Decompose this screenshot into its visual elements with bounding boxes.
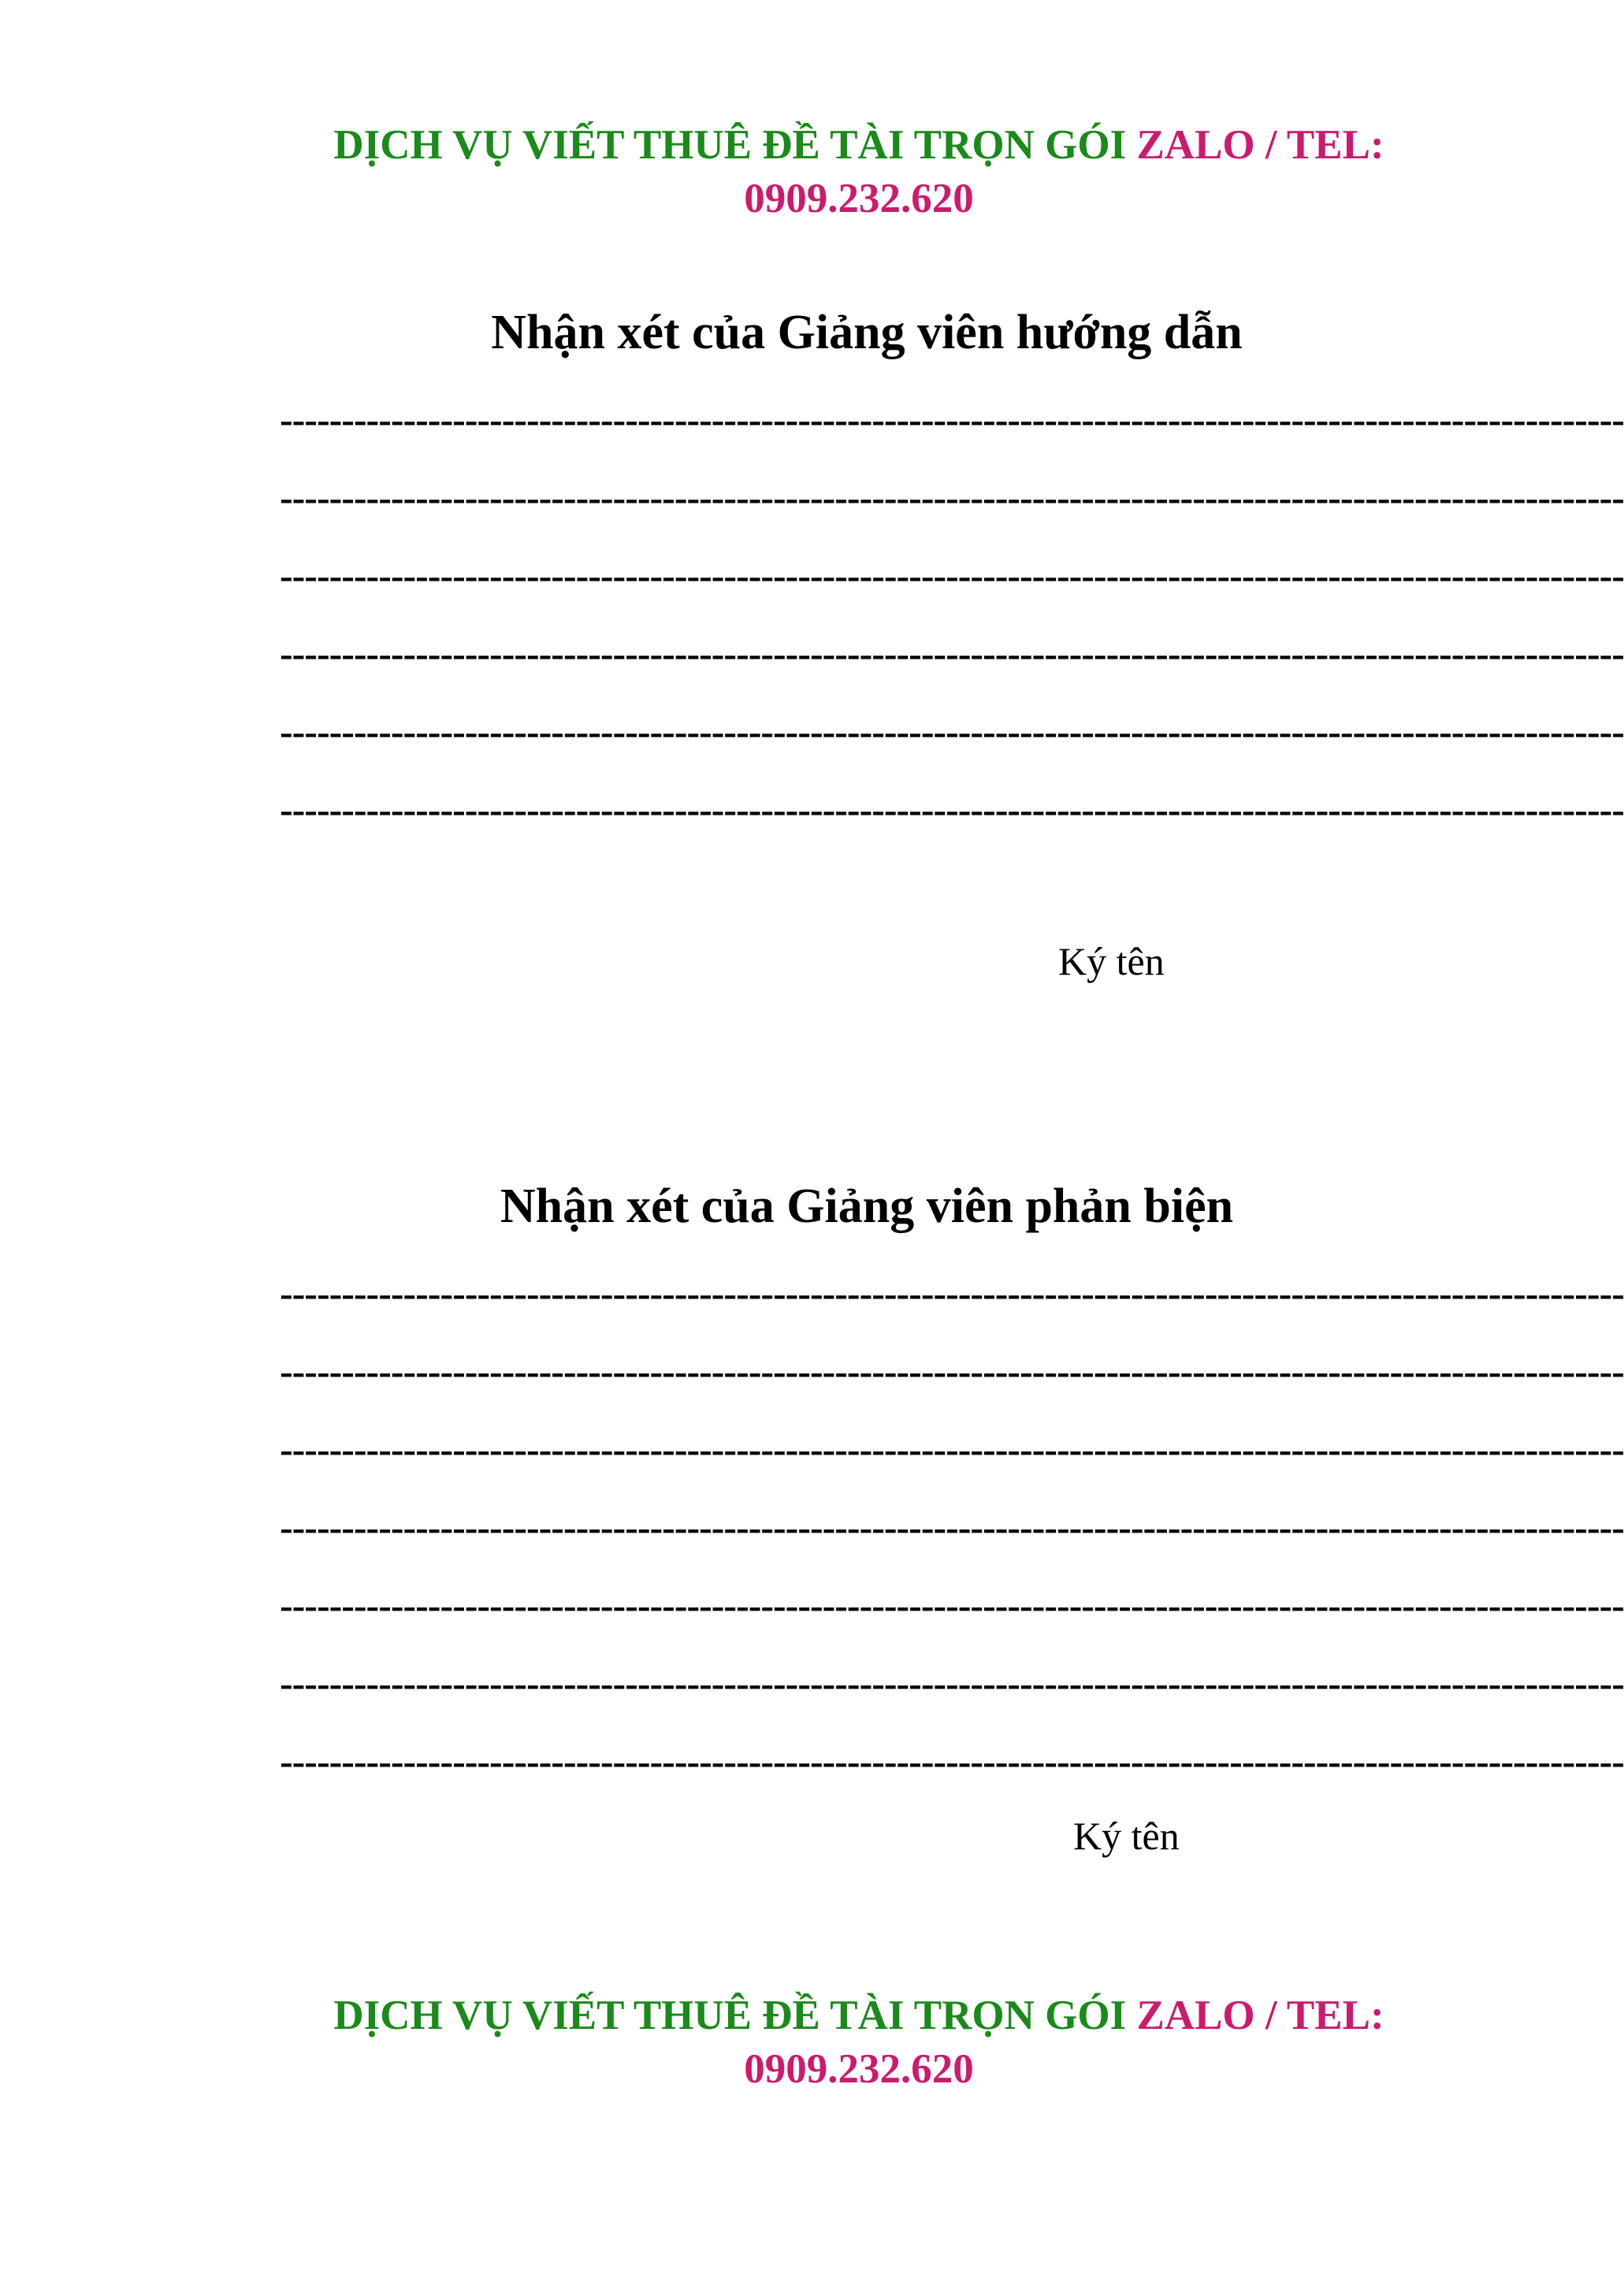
reviewer-comment-line: -------------------------------------------------------------------------------------------------------------	[280, 1271, 1624, 1315]
reviewer-comment-line: -------------------------------------------------------------------------------------------------------------	[280, 1661, 1624, 1705]
advisor-comment-line: -------------------------------------------------------------------------------------------------------------	[280, 475, 1624, 519]
service-text: DỊCH VỤ VIẾT THUÊ ĐỀ TÀI TRỌN GÓI	[333, 1993, 1127, 2038]
banner-line-1	[260, 1989, 1458, 2042]
advisor-comment-line: -------------------------------------------------------------------------------------------------------------	[280, 553, 1624, 597]
phone-number: 0909.232.620	[744, 2046, 974, 2092]
reviewer-signature-label: Ký tên	[1073, 1814, 1180, 1858]
footer-banner	[260, 1989, 1458, 2096]
reviewer-comment-line: -------------------------------------------------------------------------------------------------------------	[280, 1583, 1624, 1627]
reviewer-comment-line: -------------------------------------------------------------------------------------------------------------	[280, 1349, 1624, 1393]
advisor-comment-line: -------------------------------------------------------------------------------------------------------------	[280, 787, 1624, 831]
contact-label: ZALO / TEL:	[1136, 1993, 1384, 2038]
header-banner	[260, 118, 1458, 225]
advisor-comment-title: Nhận xét của Giảng viên hướng dẫn	[491, 306, 1243, 359]
reviewer-comment-line: -------------------------------------------------------------------------------------------------------------	[280, 1739, 1624, 1783]
advisor-comment-line: -------------------------------------------------------------------------------------------------------------	[280, 631, 1624, 675]
advisor-comment-line: -------------------------------------------------------------------------------------------------------------	[280, 709, 1624, 753]
banner-line-1	[260, 118, 1458, 172]
phone-number: 0909.232.620	[744, 176, 974, 221]
service-text: DỊCH VỤ VIẾT THUÊ ĐỀ TÀI TRỌN GÓI	[333, 122, 1127, 168]
reviewer-comment-line: -------------------------------------------------------------------------------------------------------------	[280, 1505, 1624, 1549]
advisor-comment-line: -------------------------------------------------------------------------------------------------------------	[280, 397, 1624, 441]
contact-label: ZALO / TEL:	[1136, 122, 1384, 168]
reviewer-comment-line: -------------------------------------------------------------------------------------------------------------	[280, 1427, 1624, 1471]
advisor-signature-label: Ký tên	[1058, 939, 1165, 983]
reviewer-comment-title: Nhận xét của Giảng viên phản biện	[500, 1179, 1234, 1233]
